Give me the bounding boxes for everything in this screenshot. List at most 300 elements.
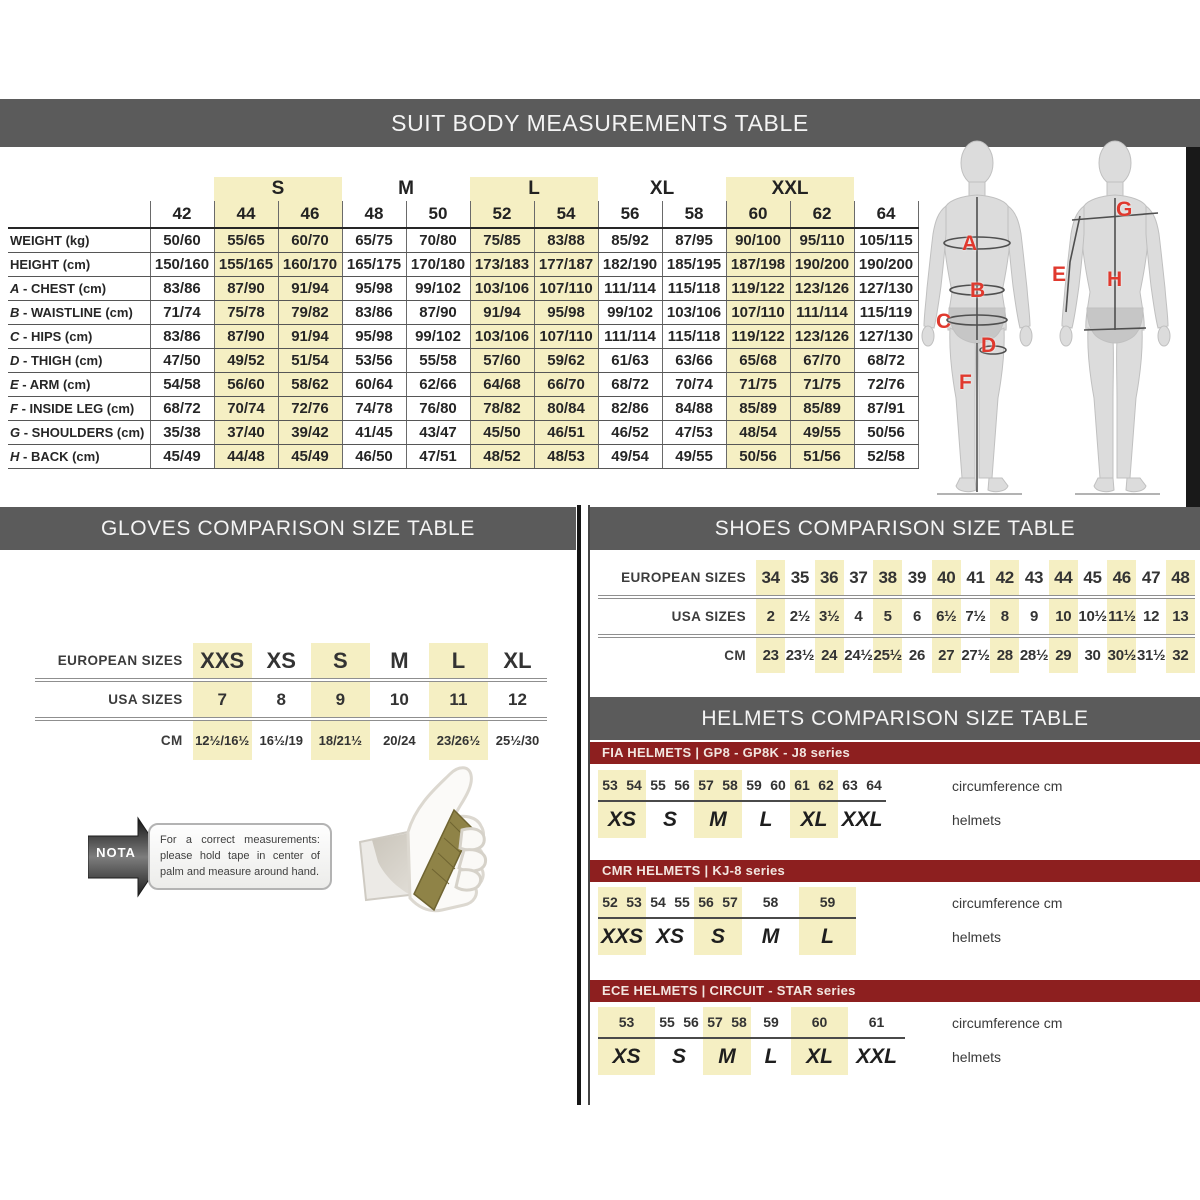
suit-value-cell: 63/66 — [662, 349, 726, 373]
shoes-cell: 8 — [990, 599, 1019, 634]
helmet-size-group — [646, 887, 694, 955]
suit-data-row — [8, 228, 918, 253]
helmet-circumference-cell: 56 — [698, 894, 714, 910]
suit-data-row — [8, 349, 918, 373]
shoes-cell: 23 — [756, 638, 785, 673]
suit-value-cell: 71/75 — [726, 373, 790, 397]
suit-value-cell: 85/89 — [790, 397, 854, 421]
helmet-size-cell: XS — [612, 1045, 641, 1068]
helmet-size-cell: XXS — [600, 925, 644, 948]
suit-value-cell: 68/72 — [598, 373, 662, 397]
gloves-cell: S — [311, 643, 370, 678]
suit-value-cell: 48/52 — [470, 445, 534, 469]
shoes-cell: 43 — [1024, 567, 1044, 587]
figure-letter-e: E — [1052, 263, 1067, 286]
figure-letter-g: G — [1116, 198, 1133, 221]
helmet-circumference-cell: 60 — [811, 1014, 828, 1030]
shoes-row — [598, 599, 1195, 638]
helmet-series-bar: ECE HELMETS | CIRCUIT - STAR series — [590, 980, 1200, 1002]
suit-measurements-table — [8, 177, 919, 469]
suit-value-cell: 99/102 — [598, 301, 662, 325]
mannequin-front-figure — [912, 140, 1042, 505]
suit-value-cell: 53/56 — [342, 349, 406, 373]
shoes-cell: 11½ — [1107, 599, 1136, 634]
suit-value-cell: 107/110 — [726, 301, 790, 325]
suit-value-cell: 87/91 — [854, 397, 918, 421]
helmet-size-group — [703, 1007, 751, 1075]
suit-row-label: G - SHOULDERS (cm) — [8, 421, 150, 445]
suit-data-row — [8, 421, 918, 445]
suit-size-row — [8, 201, 918, 228]
helmet-size-group — [742, 770, 790, 838]
suit-value-cell: 91/94 — [278, 325, 342, 349]
suit-value-cell: 87/90 — [214, 325, 278, 349]
suit-data-row — [8, 277, 918, 301]
suit-value-cell: 115/119 — [854, 301, 918, 325]
suit-value-cell: 58/62 — [278, 373, 342, 397]
helmet-circumference-cell: 55 — [674, 894, 690, 910]
suit-value-cell: 82/86 — [598, 397, 662, 421]
suit-value-cell: 80/84 — [534, 397, 598, 421]
helmet-size-cell: L — [821, 925, 834, 948]
gloves-cell: 23/26½ — [429, 721, 488, 760]
helmet-table — [598, 887, 856, 955]
suit-value-cell: 85/89 — [726, 397, 790, 421]
mannequin-back-figure — [1040, 140, 1190, 505]
suit-value-cell: 62/66 — [406, 373, 470, 397]
suit-value-cell: 51/54 — [278, 349, 342, 373]
helmet-circumference-cell: 58 — [762, 894, 779, 910]
shoes-cell: 44 — [1049, 560, 1078, 595]
helmet-circumference-cells — [703, 1007, 751, 1039]
suit-value-cell: 66/70 — [534, 373, 598, 397]
suit-group-spacer — [150, 177, 214, 201]
shoes-table-title-bar: SHOES COMPARISON SIZE TABLE — [590, 507, 1200, 550]
suit-data-row — [8, 445, 918, 469]
helmet-size-label: helmets — [952, 1049, 1002, 1065]
suit-value-cell: 44/48 — [214, 445, 278, 469]
gloves-cell: 10 — [389, 689, 409, 709]
helmet-circumference-cell: 53 — [618, 1014, 635, 1030]
suit-value-cell: 54/58 — [150, 373, 214, 397]
suit-value-cell: 185/195 — [662, 253, 726, 277]
suit-group-cell: M — [398, 178, 414, 199]
suit-value-cell: 91/94 — [470, 301, 534, 325]
helmet-size-cell: S — [671, 1045, 686, 1068]
suit-value-cell: 74/78 — [342, 397, 406, 421]
suit-value-cell: 46/50 — [342, 445, 406, 469]
figure-letter-f: F — [959, 371, 972, 394]
suit-value-cell: 103/106 — [662, 301, 726, 325]
shoes-cell: 26 — [908, 647, 925, 664]
shoes-cell: 47 — [1141, 567, 1161, 587]
helmet-series-bar: CMR HELMETS | KJ-8 series — [590, 860, 1200, 882]
suit-value-cell: 103/106 — [470, 277, 534, 301]
helmet-circumference-cells — [598, 887, 646, 919]
helmet-size-cell: XS — [607, 808, 636, 831]
helmet-circumference-cell: 61 — [794, 777, 810, 793]
helmet-circumference-cells — [694, 887, 742, 919]
suit-value-cell: 71/75 — [790, 373, 854, 397]
gloves-cell: 16½/19 — [259, 733, 303, 748]
suit-row-letter: B — [10, 305, 20, 320]
shoes-cell: 32 — [1166, 638, 1195, 673]
suit-value-cell: 127/130 — [854, 277, 918, 301]
helmet-size-group — [694, 887, 742, 955]
helmet-circumference-cells — [799, 887, 856, 919]
suit-value-cell: 85/92 — [598, 228, 662, 253]
helmet-size-group — [791, 1007, 848, 1075]
helmet-size-group — [751, 1007, 791, 1075]
gloves-cell: 9 — [311, 682, 370, 717]
thumbs-up-hand-icon — [350, 752, 515, 932]
suit-value-cell: 107/110 — [534, 325, 598, 349]
suit-value-cell: 57/60 — [470, 349, 534, 373]
suit-value-cell: 67/70 — [790, 349, 854, 373]
suit-value-cell: 99/102 — [406, 277, 470, 301]
suit-value-cell: 155/165 — [214, 253, 278, 277]
suit-value-cell: 46/52 — [598, 421, 662, 445]
helmet-circumference-cells — [742, 887, 799, 919]
helmet-circumference-cells — [848, 1007, 905, 1039]
shoes-cell: 3½ — [815, 599, 844, 634]
helmet-circumference-cell: 58 — [722, 777, 738, 793]
helmet-size-cell: XL — [800, 808, 828, 831]
shoes-cell: 48 — [1166, 560, 1195, 595]
helmet-circumference-cells — [791, 1007, 848, 1039]
suit-group-cell: XL — [649, 178, 675, 199]
suit-size-cell: 48 — [342, 201, 406, 228]
shoes-cell: 24 — [815, 638, 844, 673]
suit-value-cell: 45/49 — [150, 445, 214, 469]
helmets-table-title-bar: HELMETS COMPARISON SIZE TABLE — [590, 697, 1200, 740]
suit-value-cell: 182/190 — [598, 253, 662, 277]
figure-letter-c: C — [936, 310, 952, 333]
helmet-size-cell: M — [709, 808, 727, 831]
shoes-cell: 7½ — [965, 608, 986, 625]
suit-value-cell: 56/60 — [214, 373, 278, 397]
gloves-row — [35, 682, 547, 721]
suit-value-cell: 61/63 — [598, 349, 662, 373]
helmet-size-group — [742, 887, 799, 955]
shoes-cell: 45 — [1083, 567, 1102, 587]
suit-value-cell: 75/78 — [214, 301, 278, 325]
suit-value-cell: 87/90 — [214, 277, 278, 301]
section-divider-line — [577, 505, 581, 1105]
helmet-size-label: helmets — [952, 812, 1002, 828]
suit-value-cell: 49/54 — [598, 445, 662, 469]
shoes-cell: 23½ — [785, 647, 815, 664]
suit-value-cell: 83/88 — [534, 228, 598, 253]
suit-value-cell: 83/86 — [150, 277, 214, 301]
figure-letter-h: H — [1107, 268, 1123, 291]
suit-value-cell: 79/82 — [278, 301, 342, 325]
gloves-cell: XS — [266, 647, 296, 673]
shoes-cell: 4 — [854, 608, 863, 625]
suit-value-cell: 68/72 — [854, 349, 918, 373]
suit-value-cell: 190/200 — [790, 253, 854, 277]
suit-table — [8, 177, 919, 469]
gloves-cell: 8 — [276, 689, 286, 709]
helmet-size-cell: XS — [655, 925, 684, 948]
shoes-cell: 46 — [1107, 560, 1136, 595]
shoes-cell: 39 — [907, 567, 927, 587]
helmet-size-cell: M — [761, 925, 780, 948]
suit-size-cell: 64 — [854, 201, 918, 228]
suit-value-cell: 60/64 — [342, 373, 406, 397]
helmet-circumference-cell: 56 — [683, 1014, 699, 1030]
suit-value-cell: 76/80 — [406, 397, 470, 421]
helmet-size-group — [790, 770, 838, 838]
suit-value-cell: 160/170 — [278, 253, 342, 277]
suit-value-cell: 72/76 — [278, 397, 342, 421]
suit-value-cell: 60/70 — [278, 228, 342, 253]
gloves-cell: 20/24 — [383, 733, 416, 748]
shoes-cell: 13 — [1166, 599, 1195, 634]
gloves-cell: 18/21½ — [311, 721, 370, 760]
shoes-cell: 10½ — [1078, 608, 1107, 625]
suit-value-cell: 83/86 — [150, 325, 214, 349]
helmet-circumference-cell: 56 — [674, 777, 690, 793]
suit-row-letter: G — [10, 425, 21, 440]
suit-row-letter: D — [10, 353, 20, 368]
suit-value-cell: 46/51 — [534, 421, 598, 445]
suit-size-cell: 46 — [278, 201, 342, 228]
helmet-circumference-label: circumference cm — [952, 895, 1063, 911]
gloves-size-table — [35, 643, 547, 760]
shoes-cell: 30 — [1084, 647, 1101, 664]
suit-value-cell: 95/98 — [342, 277, 406, 301]
suit-value-cell: 119/122 — [726, 325, 790, 349]
suit-size-label-cell — [8, 201, 150, 228]
shoes-row — [598, 638, 1195, 673]
suit-value-cell: 45/50 — [470, 421, 534, 445]
helmet-circumference-cell: 54 — [626, 777, 642, 793]
suit-row-letter: C — [10, 329, 20, 344]
suit-value-cell: 50/60 — [150, 228, 214, 253]
suit-row-letter: E — [10, 377, 19, 392]
suit-data-row — [8, 397, 918, 421]
suit-value-cell: 41/45 — [342, 421, 406, 445]
suit-row-label: E - ARM (cm) — [8, 373, 150, 397]
suit-row-label: C - HIPS (cm) — [8, 325, 150, 349]
suit-value-cell: 173/183 — [470, 253, 534, 277]
helmet-circumference-cell: 52 — [602, 894, 618, 910]
shoes-cell: 2 — [756, 599, 785, 634]
suit-size-cell: 50 — [406, 201, 470, 228]
helmet-circumference-cell: 57 — [698, 777, 714, 793]
suit-value-cell: 48/54 — [726, 421, 790, 445]
suit-data-row — [8, 325, 918, 349]
suit-size-cell: 42 — [150, 201, 214, 228]
shoes-cell: 9 — [1030, 608, 1039, 625]
suit-row-label: B - WAISTLINE (cm) — [8, 301, 150, 325]
helmet-size-label: helmets — [952, 929, 1002, 945]
suit-row-label: H - BACK (cm) — [8, 445, 150, 469]
gloves-cell: 12 — [508, 689, 527, 709]
suit-value-cell: 65/75 — [342, 228, 406, 253]
suit-row-label: D - THIGH (cm) — [8, 349, 150, 373]
helmet-circumference-cell: 61 — [868, 1014, 885, 1030]
shoes-cell: 10 — [1049, 599, 1078, 634]
helmet-circumference-cells — [838, 770, 886, 802]
helmet-circumference-cells — [598, 770, 646, 802]
suit-group-spacer — [854, 177, 918, 201]
suit-data-row — [8, 301, 918, 325]
helmet-size-group — [838, 770, 886, 838]
suit-value-cell: 111/114 — [790, 301, 854, 325]
suit-value-cell: 107/110 — [534, 277, 598, 301]
suit-value-cell: 87/90 — [406, 301, 470, 325]
helmet-size-cell: XXL — [856, 1045, 897, 1068]
helmet-size-group — [799, 887, 856, 955]
suit-size-cell: 52 — [470, 201, 534, 228]
suit-value-cell: 49/55 — [662, 445, 726, 469]
suit-group-cell: L — [470, 177, 598, 201]
gloves-table-title-bar: GLOVES COMPARISON SIZE TABLE — [0, 507, 576, 550]
suit-value-cell: 55/58 — [406, 349, 470, 373]
helmet-size-group — [694, 770, 742, 838]
helmet-size-cell: S — [710, 925, 725, 948]
helmet-size-group — [598, 1007, 655, 1075]
figure-letter-b: B — [970, 279, 986, 302]
suit-row-letter: A — [10, 281, 20, 296]
suit-value-cell: 75/85 — [470, 228, 534, 253]
helmet-circumference-cell: 59 — [763, 1014, 779, 1030]
suit-value-cell: 119/122 — [726, 277, 790, 301]
shoes-cell: 2½ — [789, 608, 811, 625]
suit-table-title-bar: SUIT BODY MEASUREMENTS TABLE — [0, 99, 1200, 147]
suit-group-row — [8, 177, 918, 201]
shoes-cell: 38 — [873, 560, 902, 595]
helmet-circumference-cell: 54 — [650, 894, 666, 910]
figure-letter-a: A — [962, 232, 978, 255]
helmet-circumference-cells — [694, 770, 742, 802]
helmet-size-group — [646, 770, 694, 838]
helmet-table — [598, 770, 886, 838]
helmet-size-cell: XL — [806, 1045, 833, 1068]
helmet-size-cell: M — [718, 1045, 736, 1068]
helmet-circumference-cell: 57 — [722, 894, 738, 910]
suit-value-cell: 49/52 — [214, 349, 278, 373]
gloves-cell: 25½/30 — [495, 733, 540, 748]
gloves-cell: 12½/16½ — [193, 721, 252, 760]
shoes-cell: 30½ — [1107, 638, 1136, 673]
suit-value-cell: 70/74 — [662, 373, 726, 397]
suit-size-cell: 60 — [726, 201, 790, 228]
gloves-cell: 11 — [429, 682, 488, 717]
shoes-size-table — [598, 560, 1195, 673]
shoes-row — [598, 560, 1195, 599]
shoes-cell: 36 — [815, 560, 844, 595]
suit-value-cell: 48/53 — [534, 445, 598, 469]
suit-value-cell: 37/40 — [214, 421, 278, 445]
helmet-circumference-cell: 58 — [731, 1014, 747, 1030]
helmet-size-group — [598, 770, 646, 838]
shoes-cell: 12 — [1143, 608, 1160, 625]
gloves-cell: M — [390, 647, 409, 673]
helmet-circumference-cell: 55 — [650, 777, 666, 793]
suit-value-cell: 39/42 — [278, 421, 342, 445]
suit-row-label: WEIGHT (kg) — [8, 228, 150, 253]
shoes-cell: 37 — [849, 567, 868, 587]
suit-value-cell: 115/118 — [662, 277, 726, 301]
suit-value-cell: 71/74 — [150, 301, 214, 325]
suit-value-cell: 35/38 — [150, 421, 214, 445]
suit-value-cell: 95/110 — [790, 228, 854, 253]
suit-value-cell: 95/98 — [534, 301, 598, 325]
figure-letter-d: D — [981, 334, 997, 357]
suit-data-row — [8, 253, 918, 277]
suit-value-cell: 49/55 — [790, 421, 854, 445]
suit-corner-cell — [8, 177, 150, 201]
suit-value-cell: 165/175 — [342, 253, 406, 277]
helmet-circumference-cells — [790, 770, 838, 802]
suit-value-cell: 70/80 — [406, 228, 470, 253]
suit-value-cell: 47/51 — [406, 445, 470, 469]
suit-value-cell: 190/200 — [854, 253, 918, 277]
suit-data-row — [8, 373, 918, 397]
suit-value-cell: 111/114 — [598, 325, 662, 349]
helmet-circumference-cell: 60 — [770, 777, 786, 793]
shoes-cell: 6½ — [932, 599, 961, 634]
suit-row-label: F - INSIDE LEG (cm) — [8, 397, 150, 421]
suit-row-label: HEIGHT (cm) — [8, 253, 150, 277]
helmet-circumference-cell: 55 — [659, 1014, 675, 1030]
shoes-cell: 27 — [932, 638, 961, 673]
suit-value-cell: 52/58 — [854, 445, 918, 469]
suit-group-cell: S — [214, 177, 342, 201]
suit-value-cell: 50/56 — [854, 421, 918, 445]
shoes-cell: 41 — [966, 567, 985, 587]
helmet-table — [598, 1007, 905, 1075]
suit-size-cell: 62 — [790, 201, 854, 228]
suit-size-cell: 58 — [662, 201, 726, 228]
shoes-row-label: CM — [724, 648, 746, 663]
helmet-circumference-label: circumference cm — [952, 778, 1063, 794]
suit-size-cell: 54 — [534, 201, 598, 228]
suit-value-cell: 103/106 — [470, 325, 534, 349]
suit-value-cell: 123/126 — [790, 325, 854, 349]
nota-text-box: For a correct measurements: please hold tape in center of palm and measure around hand. — [148, 823, 332, 890]
shoes-row-label: USA SIZES — [671, 609, 746, 624]
shoes-cell: 35 — [790, 567, 810, 587]
suit-value-cell: 111/114 — [598, 277, 662, 301]
suit-value-cell: 127/130 — [854, 325, 918, 349]
suit-value-cell: 72/76 — [854, 373, 918, 397]
shoes-cell: 31½ — [1136, 647, 1166, 664]
section-divider-line-thin — [588, 505, 590, 1105]
helmet-size-group — [848, 1007, 905, 1075]
helmet-circumference-cell: 64 — [866, 777, 882, 793]
nota-label: NOTA — [96, 845, 136, 860]
shoes-cell: 6 — [912, 608, 921, 625]
suit-value-cell: 83/86 — [342, 301, 406, 325]
suit-value-cell: 90/100 — [726, 228, 790, 253]
gloves-cell: XXS — [193, 643, 252, 678]
suit-value-cell: 59/62 — [534, 349, 598, 373]
shoes-cell: 40 — [932, 560, 961, 595]
suit-group-cell: XXL — [726, 177, 854, 201]
suit-value-cell: 115/118 — [662, 325, 726, 349]
suit-row-label: A - CHEST (cm) — [8, 277, 150, 301]
shoes-cell: 28½ — [1019, 647, 1049, 664]
suit-value-cell: 187/198 — [726, 253, 790, 277]
helmet-circumference-cells — [646, 770, 694, 802]
suit-row-letter: H — [10, 449, 20, 464]
shoes-row-label: EUROPEAN SIZES — [621, 570, 746, 585]
shoes-cell: 28 — [990, 638, 1019, 673]
